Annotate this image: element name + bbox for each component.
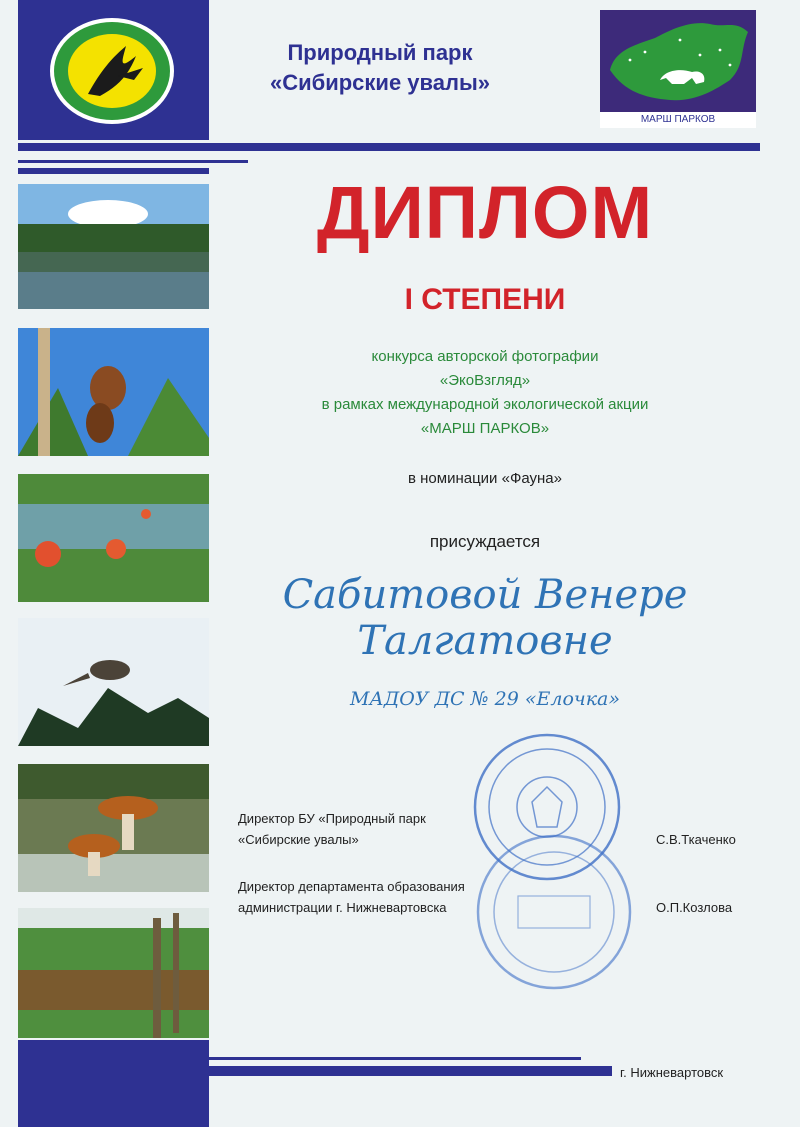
photo-lake bbox=[18, 184, 209, 309]
march-of-parks-caption: МАРШ ПАРКОВ bbox=[600, 112, 756, 128]
photo-bird bbox=[18, 618, 209, 746]
signature-2-name: О.П.Козлова bbox=[656, 900, 733, 915]
photo-flowers bbox=[18, 474, 209, 602]
signature-1-name: С.В.Ткаченко bbox=[656, 832, 736, 847]
diploma-degree: I СТЕПЕНИ bbox=[404, 283, 566, 316]
recipient-line2: Талгатовне bbox=[357, 618, 613, 664]
institution: МАДОУ ДС № 29 «Елочка» bbox=[349, 688, 621, 710]
department-stamp bbox=[474, 832, 634, 992]
signature-1-role-line2: «Сибирские увалы» bbox=[238, 832, 359, 847]
top-thin-stripe bbox=[18, 160, 248, 163]
top-stripe-2 bbox=[18, 168, 209, 174]
nomination: в номинации «Фауна» bbox=[408, 470, 562, 487]
contest-line2: «ЭкоВзгляд» bbox=[439, 372, 531, 389]
bottom-thin-stripe bbox=[209, 1057, 581, 1060]
diploma-title: ДИПЛОМ bbox=[316, 171, 654, 254]
awarded-label: присуждается bbox=[429, 532, 541, 551]
contest-description bbox=[230, 347, 740, 439]
signature-1-role bbox=[238, 808, 426, 850]
photo-mushrooms bbox=[18, 764, 209, 892]
left-border-band-lower bbox=[18, 1040, 209, 1127]
march-of-parks-logo bbox=[600, 10, 756, 128]
top-stripe bbox=[18, 143, 760, 151]
signature-2-role bbox=[238, 876, 465, 918]
signature-2-role-line1: Директор департамента образования bbox=[238, 879, 465, 894]
contest-line3: в рамках международной экологической акции bbox=[321, 396, 649, 413]
footer-city: г. Нижневартовск bbox=[620, 1065, 724, 1080]
park-title bbox=[230, 38, 530, 98]
signature-1-role-line1: Директор БУ «Природный парк bbox=[238, 811, 426, 826]
recipient-line1: Сабитовой Венере bbox=[282, 572, 688, 618]
park-logo bbox=[48, 16, 176, 126]
photo-river-forest bbox=[18, 908, 209, 1038]
recipient-name bbox=[230, 572, 740, 664]
contest-line1: конкурса авторской фотографии bbox=[371, 348, 599, 365]
park-title-line1: Природный парк bbox=[287, 40, 473, 65]
signature-2-role-line2: администрации г. Нижневартовска bbox=[238, 900, 447, 915]
contest-line4: «МАРШ ПАРКОВ» bbox=[420, 420, 550, 437]
bottom-stripe bbox=[18, 1066, 612, 1076]
park-title-line2: «Сибирские увалы» bbox=[269, 70, 491, 95]
photo-squirrel bbox=[18, 328, 209, 456]
